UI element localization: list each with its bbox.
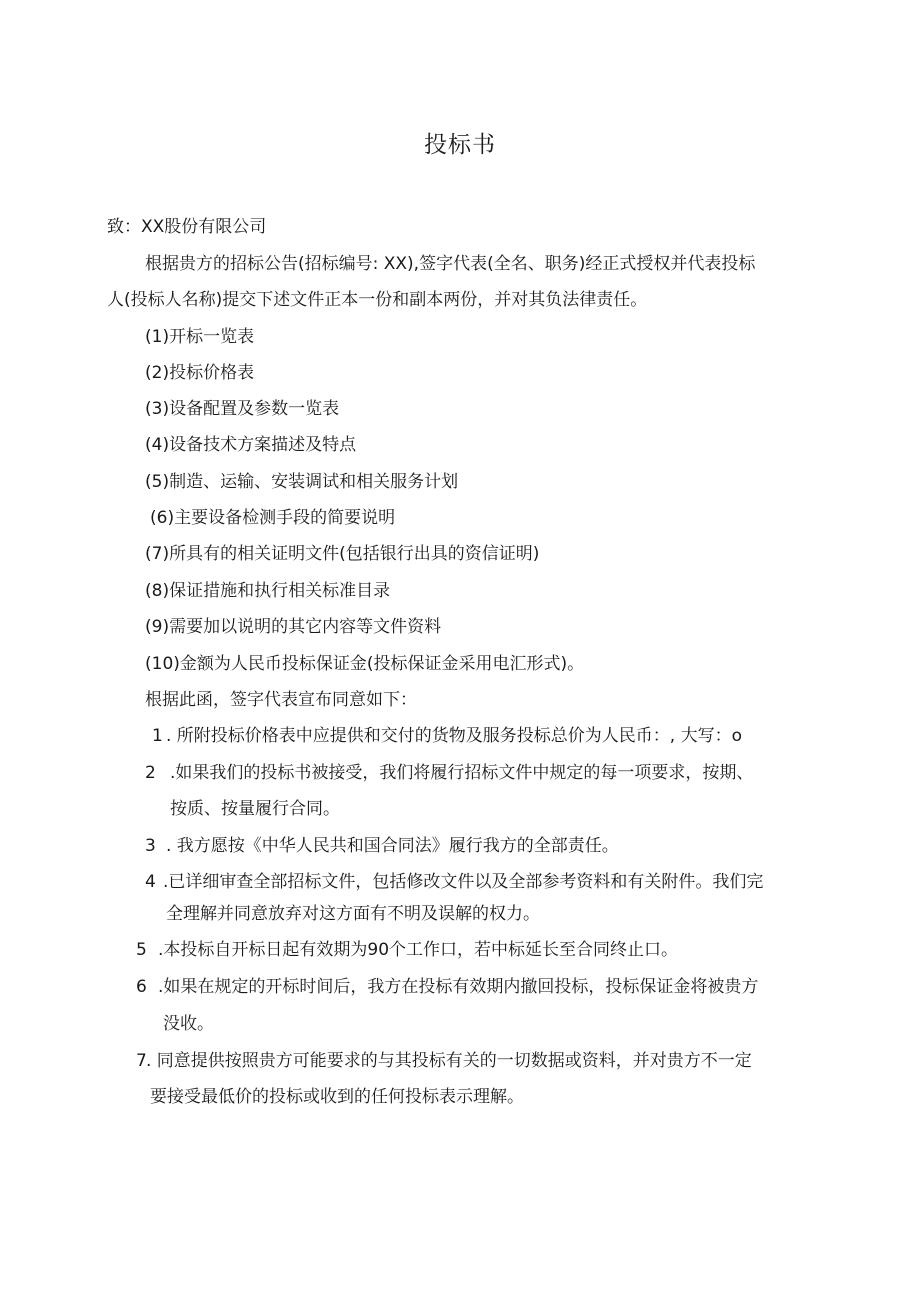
list-item: (9)需要加以说明的其它内容等文件资料 — [145, 617, 442, 637]
list-item: (6)主要设备检测手段的简要说明 — [150, 508, 396, 528]
list-item: (3)设备配置及参数一览表 — [145, 399, 340, 419]
clause-text: . 同意提供按照贵方可能要求的与其投标有关的一切数据或资料，并对贵方不一定 — [146, 1051, 752, 1071]
list-item: (10)金额为人民币投标保证金(投标保证金采用电汇形式)。 — [145, 654, 585, 674]
clause-text: . 所附投标价格表中应提供和交付的货物及服务投标总价为人民币：, 大写：o — [166, 726, 743, 746]
clause-number: 4 — [145, 872, 156, 892]
clause-text: . 我方愿按《中华人民共和国合同法》履行我方的全部责任。 — [166, 836, 619, 856]
clause-number: 2 — [145, 763, 156, 783]
clause-text-continued: 要接受最低价的投标或收到的任何投标表示理解。 — [150, 1087, 524, 1107]
clause-text-continued: 没收。 — [163, 1014, 214, 1034]
clause-text-continued: 按质、按量履行合同。 — [170, 799, 340, 819]
document-title: 投标书 — [424, 132, 496, 158]
clause-text-continued: 全理解并同意放弃对这方面有不明及误解的权力。 — [166, 904, 540, 924]
list-item: (7)所具有的相关证明文件(包括银行出具的资信证明) — [145, 544, 540, 564]
salutation: 致：XX股份有限公司 — [107, 217, 267, 237]
clause-text: .如果我们的投标书被接受，我们将履行招标文件中规定的每一项要求，按期、 — [170, 763, 754, 783]
list-item: (1)开标一览表 — [145, 327, 255, 347]
clause-text: .如果在规定的开标时间后，我方在投标有效期内撤回投标，投标保证金将被贵方 — [158, 977, 759, 997]
clause-text: .本投标自开标日起有效期为90个工作口，若中标延长至合同终止口。 — [158, 940, 679, 960]
list-item: (2)投标价格表 — [145, 363, 255, 383]
list-item: (4)设备技术方案描述及特点 — [145, 435, 357, 455]
list-item: (8)保证措施和执行相关标准目录 — [145, 581, 391, 601]
intro-line-2: 人(投标人名称)提交下述文件正本一份和副本两份，并对其负法律责任。 — [107, 290, 648, 310]
clause-number: 6 — [136, 977, 147, 997]
clause-number: 5 — [136, 940, 147, 960]
clause-number: 1 — [152, 726, 163, 746]
clause-number: 3 — [145, 836, 156, 856]
clause-number: 7 — [136, 1051, 147, 1071]
agreement-intro: 根据此函，签字代表宣布同意如下： — [145, 690, 417, 710]
clause-text: .已详细审查全部招标文件，包括修改文件以及全部参考资料和有关附件。我们完 — [163, 872, 764, 892]
intro-line-1: 根据贵方的招标公告(招标编号: XX),签字代表(全名、职务)经正式授权并代表投标 — [145, 254, 756, 274]
list-item: (5)制造、运输、安装调试和相关服务计划 — [145, 472, 459, 492]
